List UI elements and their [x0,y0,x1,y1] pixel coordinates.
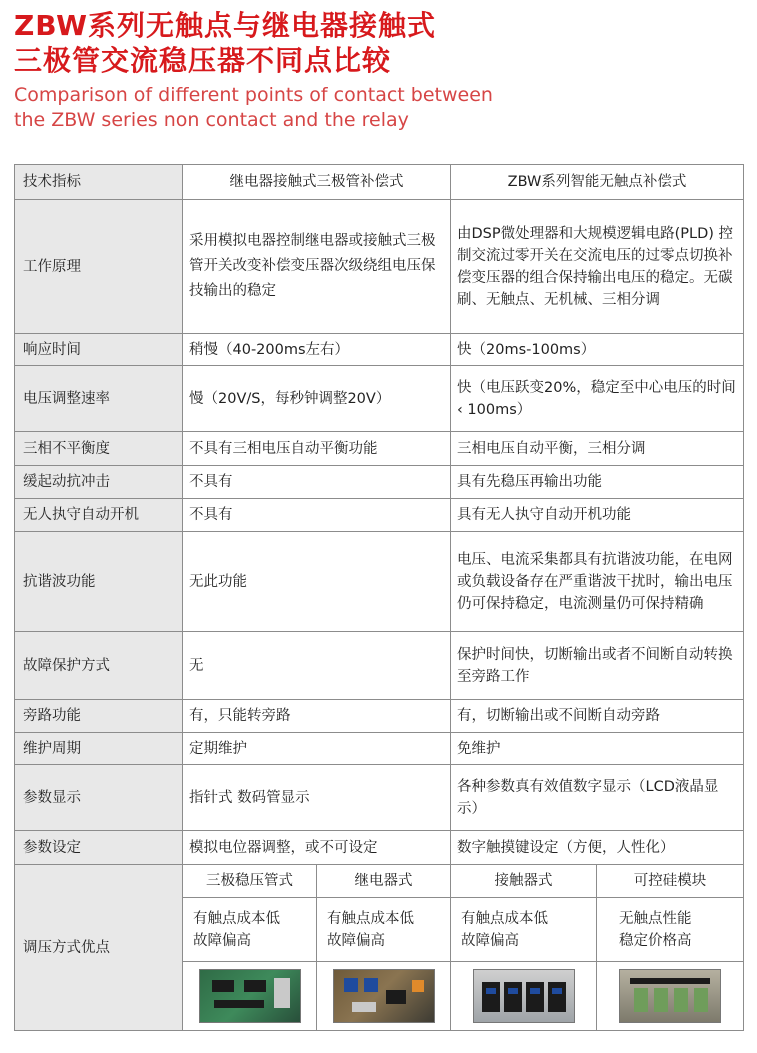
relay-cell: 无 [183,632,451,700]
photo-cell [451,962,597,1031]
relay-cell: 指针式 数码管显示 [183,765,451,831]
header-zbw: ZBW系列智能无触点补偿式 [451,165,744,200]
mode-type-name: 可控硅模块 [597,865,744,898]
zbw-cell: 各种参数真有效值数字显示（LCD液晶显示） [451,765,744,831]
relay-cell: 采用模拟电器控制继电器或接触式三极管开关改变补偿变压器次级绕组电压保技输出的稳定 [183,200,451,334]
advantage-line: 有触点成本低 [327,910,414,927]
relay-cell: 慢（20V/S，每秒钟调整20V） [183,366,451,432]
relay-cell: 不具有三相电压自动平衡功能 [183,432,451,466]
thyristor-module-image [619,969,721,1023]
table-header-row [15,165,744,200]
contactor-image [473,969,575,1023]
mode-type-name: 继电器式 [317,865,451,898]
zbw-cell: 三相电压自动平衡，三相分调 [451,432,744,466]
row-label: 响应时间 [15,334,183,366]
table-row [15,831,744,865]
title-line-1: ZBW系列无触点与继电器接触式 [14,9,436,42]
advantage-line: 故障偏高 [461,932,519,949]
zbw-cell: 保护时间快，切断输出或者不间断自动转换至旁路工作 [451,632,744,700]
photo-cell [317,962,451,1031]
advantage-line: 稳定价格高 [619,932,692,949]
relay-cell: 有，只能转旁路 [183,700,451,733]
zbw-cell: 快（电压跃变20%，稳定至中心电压的时间 ‹ 100ms） [451,366,744,432]
photo-cell [597,962,744,1031]
table-row [15,765,744,831]
title-line-2: 三极管交流稳压器不同点比较 [14,44,392,77]
zbw-cell: 免维护 [451,733,744,765]
table-row [15,366,744,432]
relay-cell: 稍慢（40-200ms左右） [183,334,451,366]
relay-board-image [333,969,435,1023]
mode-advantage [183,898,317,962]
table-row [15,334,744,366]
mode-type-name: 三极稳压管式 [183,865,317,898]
transistor-board-image [199,969,301,1023]
mode-type-row [15,865,744,898]
page-header [14,8,744,132]
row-label: 故障保护方式 [15,632,183,700]
table-row [15,632,744,700]
row-label: 维护周期 [15,733,183,765]
table-row [15,532,744,632]
subtitle-line-1: Comparison of different points of contact between [14,84,493,106]
row-label: 参数设定 [15,831,183,865]
advantage-line: 有触点成本低 [193,910,280,927]
advantage-line: 故障偏高 [193,932,251,949]
row-label: 三相不平衡度 [15,432,183,466]
relay-cell: 不具有 [183,466,451,499]
subtitle-line-2: the ZBW series non contact and the relay [14,109,409,131]
mode-advantage [597,898,744,962]
table-row [15,200,744,334]
mode-advantage [317,898,451,962]
zbw-cell: 快（20ms-100ms） [451,334,744,366]
zbw-cell: 电压、电流采集都具有抗谐波功能，在电网或负载设备存在严重谐波干扰时，输出电压仍可保持稳定，电流测量仍可保持精确 [451,532,744,632]
row-label: 抗谐波功能 [15,532,183,632]
zbw-cell: 具有先稳压再输出功能 [451,466,744,499]
row-label: 工作原理 [15,200,183,334]
advantage-line: 故障偏高 [327,932,385,949]
row-label: 无人执守自动开机 [15,499,183,532]
mode-advantage [451,898,597,962]
table-row [15,700,744,733]
row-label: 参数显示 [15,765,183,831]
header-relay: 继电器接触式三极管补偿式 [183,165,451,200]
relay-cell: 不具有 [183,499,451,532]
relay-cell: 定期维护 [183,733,451,765]
row-label: 电压调整速率 [15,366,183,432]
mode-type-name: 接触器式 [451,865,597,898]
table-row [15,499,744,532]
zbw-cell: 具有无人执守自动开机功能 [451,499,744,532]
mode-label: 调压方式优点 [15,865,183,1031]
zbw-cell: 数字触摸键设定（方便，人性化） [451,831,744,865]
zbw-cell: 有，切断输出或不间断自动旁路 [451,700,744,733]
advantage-line: 有触点成本低 [461,910,548,927]
table-row [15,466,744,499]
table-row [15,432,744,466]
row-label: 缓起动抗冲击 [15,466,183,499]
advantage-line: 无触点性能 [619,910,692,927]
photo-cell [183,962,317,1031]
header-indicator: 技术指标 [15,165,183,200]
row-label: 旁路功能 [15,700,183,733]
comparison-table [14,164,744,1031]
zbw-cell: 由DSP微处理器和大规模逻辑电路(PLD) 控制交流过零开关在交流电压的过零点切换补偿变压器的组合保持输出电压的稳定。无碳刷、无触点、无机械、三相分调 [451,200,744,334]
relay-cell: 无此功能 [183,532,451,632]
relay-cell: 模拟电位器调整，或不可设定 [183,831,451,865]
table-row [15,733,744,765]
